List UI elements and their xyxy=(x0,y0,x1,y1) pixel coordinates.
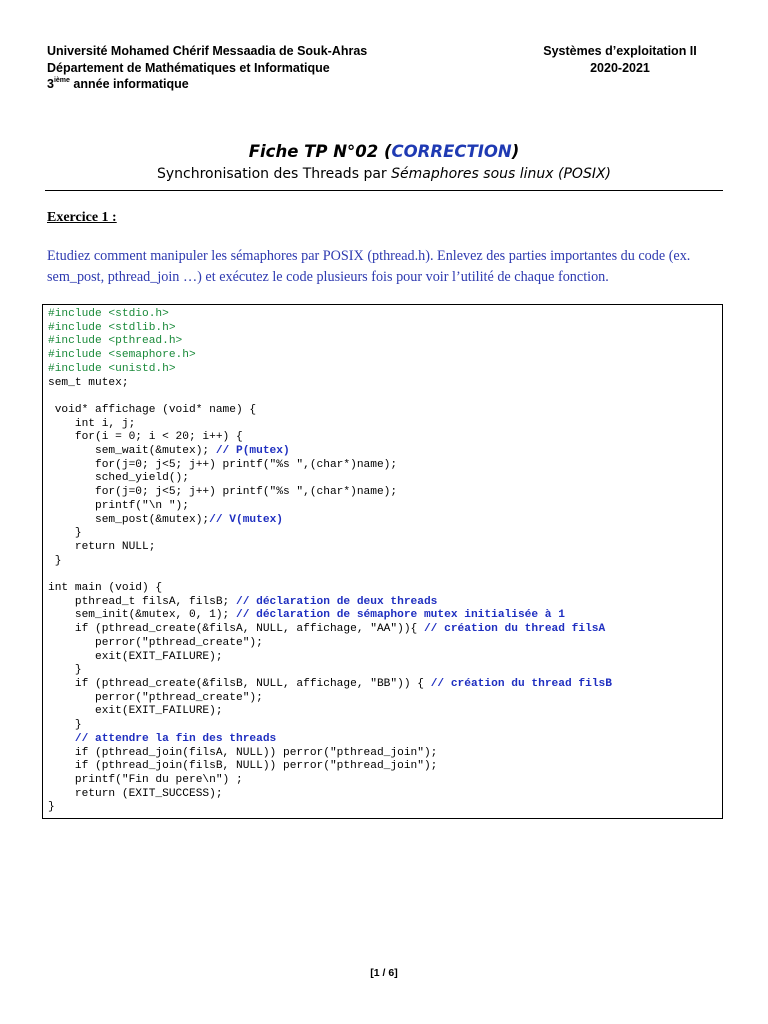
year-level-number: 3 xyxy=(47,77,54,91)
code-line xyxy=(48,431,612,445)
code-line xyxy=(48,445,612,459)
code-text xyxy=(48,733,75,745)
code-comment: // attendre la fin des threads xyxy=(74,732,277,745)
code-line xyxy=(48,541,612,555)
page-number: [1 / 6] xyxy=(370,967,398,979)
code-include: #include <unistd.h> xyxy=(48,362,176,375)
exercise-instructions: Etudiez comment manipuler les sémaphores par POSIX (pthread.h). Enlevez des parties importantes du code (ex. sem_post, pthread_join …) et exécutez le code plusieurs fois pour voir l’utilité de chaque fonction. xyxy=(47,248,691,285)
code-line xyxy=(48,568,612,582)
code-box xyxy=(42,304,723,819)
code-text: int i, j; xyxy=(48,417,136,430)
code-line xyxy=(48,486,612,500)
code-line xyxy=(48,609,612,623)
code-line xyxy=(48,637,612,651)
code-line xyxy=(48,322,612,336)
code-text: sem_init(&mutex, 0, 1); xyxy=(48,609,236,622)
subtitle-plain: Synchronisation des Threads par xyxy=(156,166,392,182)
code-line xyxy=(48,623,612,637)
code-line xyxy=(48,733,612,747)
code-line xyxy=(48,596,612,610)
code-text: sem_t mutex; xyxy=(48,376,129,389)
code-text: perror("pthread_create"); xyxy=(48,691,263,704)
exercise-heading: Exercice 1 : xyxy=(47,210,117,225)
code-line xyxy=(48,377,612,391)
code-line xyxy=(48,349,612,363)
code-line xyxy=(48,418,612,432)
year-level-rest: année informatique xyxy=(69,77,189,91)
title-suffix: ) xyxy=(511,142,520,161)
code-line xyxy=(48,308,612,322)
code-comment: // création du thread filsA xyxy=(423,623,606,636)
title-correction: CORRECTION xyxy=(391,142,512,161)
code-text: for(j=0; j<5; j++) printf("%s ",(char*)name); xyxy=(48,458,398,471)
code-line xyxy=(48,692,612,706)
code-text: sem_wait(&mutex); xyxy=(48,445,216,458)
code-comment: // déclaration de deux threads xyxy=(235,595,438,608)
course-name: Systèmes d’exploitation II xyxy=(543,44,697,58)
code-text: if (pthread_join(filsA, NULL)) perror("pthread_join"); xyxy=(48,746,438,759)
code-line xyxy=(48,527,612,541)
code-include: #include <stdlib.h> xyxy=(48,321,176,334)
title-divider xyxy=(45,190,723,191)
code-text: return NULL; xyxy=(48,540,156,553)
code-include: #include <semaphore.h> xyxy=(48,349,196,362)
code-text: printf("Fin du pere\n") ; xyxy=(48,773,243,786)
code-comment: // création du thread filsB xyxy=(430,677,612,690)
university-name: Université Mohamed Chérif Messaadia de Souk-Ahras xyxy=(47,44,368,58)
code-text: } xyxy=(48,801,55,814)
code-line xyxy=(48,472,612,486)
header-institution xyxy=(47,43,367,93)
code-text: int main (void) { xyxy=(48,582,163,595)
code-comment: // P(mutex) xyxy=(215,445,290,458)
code-text: exit(EXIT_FAILURE); xyxy=(48,705,223,718)
code-line xyxy=(48,651,612,665)
code-text: pthread_t filsA, filsB; xyxy=(48,595,236,608)
code-listing xyxy=(48,308,612,815)
code-text: } xyxy=(48,527,82,540)
code-line xyxy=(48,582,612,596)
code-line xyxy=(48,760,612,774)
department-name: Département de Mathématiques et Informatique xyxy=(47,60,330,75)
code-line xyxy=(48,500,612,514)
code-line xyxy=(48,555,612,569)
page-subtitle xyxy=(0,166,768,182)
code-line xyxy=(48,390,612,404)
code-text: } xyxy=(48,554,62,567)
code-line xyxy=(48,363,612,377)
code-line xyxy=(48,774,612,788)
code-text: sched_yield(); xyxy=(48,472,189,485)
code-text: return (EXIT_SUCCESS); xyxy=(48,787,223,800)
code-text: exit(EXIT_FAILURE); xyxy=(48,650,223,663)
code-include: #include <pthread.h> xyxy=(48,335,183,348)
code-text: for(i = 0; i < 20; i++) { xyxy=(48,431,243,444)
code-text: void* affichage (void* name) { xyxy=(48,403,257,416)
subtitle-italic: Sémaphores sous linux (POSIX) xyxy=(391,166,612,182)
year-level-sup: ième xyxy=(53,76,70,84)
header-course xyxy=(520,43,720,76)
academic-year: 2020-2021 xyxy=(590,60,650,75)
code-line xyxy=(48,719,612,733)
code-text: printf("\n "); xyxy=(48,499,189,512)
year-level xyxy=(47,76,367,93)
title-prefix: Fiche TP N°02 ( xyxy=(248,142,392,161)
code-include: #include <stdio.h> xyxy=(48,308,169,320)
code-line xyxy=(48,459,612,473)
code-line xyxy=(48,514,612,528)
code-line xyxy=(48,747,612,761)
code-text: if (pthread_join(filsB, NULL)) perror("pthread_join"); xyxy=(48,760,438,773)
code-line xyxy=(48,404,612,418)
code-text: } xyxy=(48,664,82,677)
code-comment: // déclaration de sémaphore mutex initialisée à 1 xyxy=(235,609,565,622)
code-line xyxy=(48,801,612,815)
code-text: if (pthread_create(&filsA, NULL, affichage, "AA")){ xyxy=(48,623,424,636)
code-line xyxy=(48,788,612,802)
code-line xyxy=(48,678,612,692)
code-text: for(j=0; j<5; j++) printf("%s ",(char*)name); xyxy=(48,486,398,499)
code-line xyxy=(48,664,612,678)
code-line xyxy=(48,335,612,349)
code-text: if (pthread_create(&filsB, NULL, affichage, "BB")) { xyxy=(48,677,431,690)
code-text: sem_post(&mutex); xyxy=(48,513,210,526)
code-text: } xyxy=(48,719,82,732)
code-line xyxy=(48,705,612,719)
page-title xyxy=(0,142,768,161)
code-text: perror("pthread_create"); xyxy=(48,636,263,649)
code-comment: // V(mutex) xyxy=(209,513,283,526)
